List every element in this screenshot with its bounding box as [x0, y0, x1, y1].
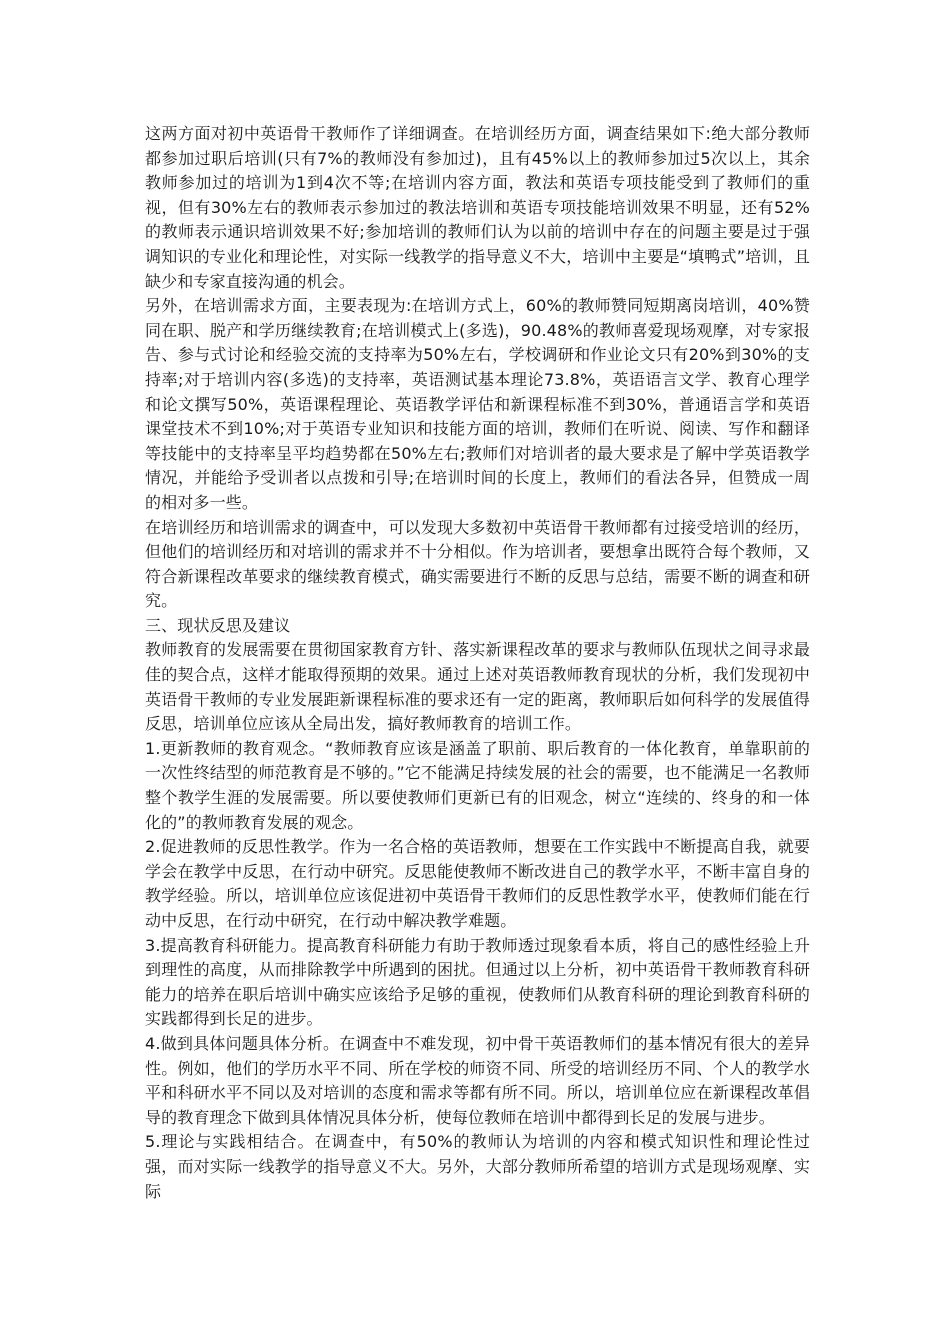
paragraph-survey-summary: 在培训经历和培训需求的调查中，可以发现大多数初中英语骨干教师都有过接受培训的经历，但他们的培训经历和对培训的需求并不十分相似。作为培训者，要想拿出既符合每个教师，又符合新课程改革要求的继续教育模式，确实需要进行不断的反思与总结，需要不断的调查和研究。 [145, 517, 810, 611]
paragraph-reflection-intro: 教师教育的发展需要在贯彻国家教育方针、落实新课程改革的要求与教师队伍现状之间寻求最佳的契合点，这样才能取得预期的效果。通过上述对英语教师教育现状的分析，我们发现初中英语骨干教师的专业发展距新课程标准的要求还有一定的距离，教师职后如何科学的发展值得反思，培训单位应该从全局出发，搞好教师教育的培训工作。 [145, 640, 810, 734]
paragraph-suggestion-1: 1.更新教师的教育观念。“教师教育应该是涵盖了职前、职后教育的一体化教育，单靠职前的一次性终结型的师范教育是不够的。”它不能满足持续发展的社会的需要，也不能满足一名教师整个教学生涯的发展需要。所以要使教师们更新已有的旧观念，树立“连续的、终身的和一体化的”的教师教育发展的观念。 [145, 738, 810, 832]
section-heading: 三、现状反思及建议 [145, 615, 291, 635]
paragraph-training-needs: 另外，在培训需求方面，主要表现为:在培训方式上，60%的教师赞同短期离岗培训，40%赞同在职、脱产和学历继续教育;在培训模式上(多选)，90.48%的教师喜爱现场观摩，对专家报告、参与式讨论和经验交流的支持率为50%左右，学校调研和作业论文只有20%到30%的支持率;对于培训内容(多选)的支持率，英语测试基本理论73.8%，英语语言文学、教育心理学和论文撰写50%，英语课程理论、英语教学评估和新课程标准不到30%，普通语言学和英语课堂技术不到10%;对于英语专业知识和技能方面的培训，教师们在听说、阅读、写作和翻译等技能中的支持率呈平均趋势都在50%左右;教师们对培训者的最大要求是了解中学英语教学情况，并能给予受训者以点拨和引导;在培训时间的长度上，教师们的看法各异，但赞成一周的相对多一些。 [145, 296, 810, 512]
paragraph-suggestion-5: 5.理论与实践相结合。在调查中，有50%的教师认为培训的内容和模式知识性和理论性过强，而对实际一线教学的指导意义不大。另外，大部分教师所希望的培训方式是现场观摩、实际 [145, 1132, 810, 1201]
paragraph-suggestion-3: 3.提高教育科研能力。提高教育科研能力有助于教师透过现象看本质，将自己的感性经验上升到理性的高度，从而排除教学中所遇到的困扰。但通过以上分析，初中英语骨干教师教育科研能力的培养在职后培训中确实应该给予足够的重视，使教师们从教育科研的理论到教育科研的实践都得到长足的进步。 [145, 935, 810, 1029]
paragraph-suggestion-2: 2.促进教师的反思性教学。作为一名合格的英语教师，想要在工作实践中不断提高自我，就要学会在教学中反思，在行动中研究。反思能使教师不断改进自己的教学水平，不断丰富自身的教学经验。所以，培训单位应该促进初中英语骨干教师们的反思性教学水平，使教师们能在行动中反思，在行动中研究，在行动中解决教学难题。 [145, 837, 810, 930]
paragraph-suggestion-4: 4.做到具体问题具体分析。在调查中不难发现，初中骨干英语教师们的基本情况有很大的差异性。例如，他们的学历水平不同、所在学校的师资不同、所受的培训经历不同、个人的教学水平和科研水平不同以及对培训的态度和需求等都有所不同。所以，培训单位应在新课程改革倡导的教育理念下做到具体情况具体分析，使每位教师在培训中都得到长足的发展与进步。 [145, 1033, 810, 1127]
document-body [145, 122, 810, 1204]
paragraph-training-experience: 这两方面对初中英语骨干教师作了详细调查。在培训经历方面，调查结果如下:绝大部分教师都参加过职后培训(只有7%的教师没有参加过)，且有45%以上的教师参加过5次以上，其余教师参加过的培训为1到4次不等;在培训内容方面，教法和英语专项技能受到了教师们的重视，但有30%左右的教师表示参加过的教法培训和英语专项技能培训效果不明显，还有52%的教师表示通识培训效果不好;参加培训的教师们认为以前的培训中存在的问题主要是过于强调知识的专业化和理论性，对实际一线教学的指导意义不大，培训中主要是“填鸭式”培训，且缺少和专家直接沟通的机会。 [145, 124, 810, 291]
